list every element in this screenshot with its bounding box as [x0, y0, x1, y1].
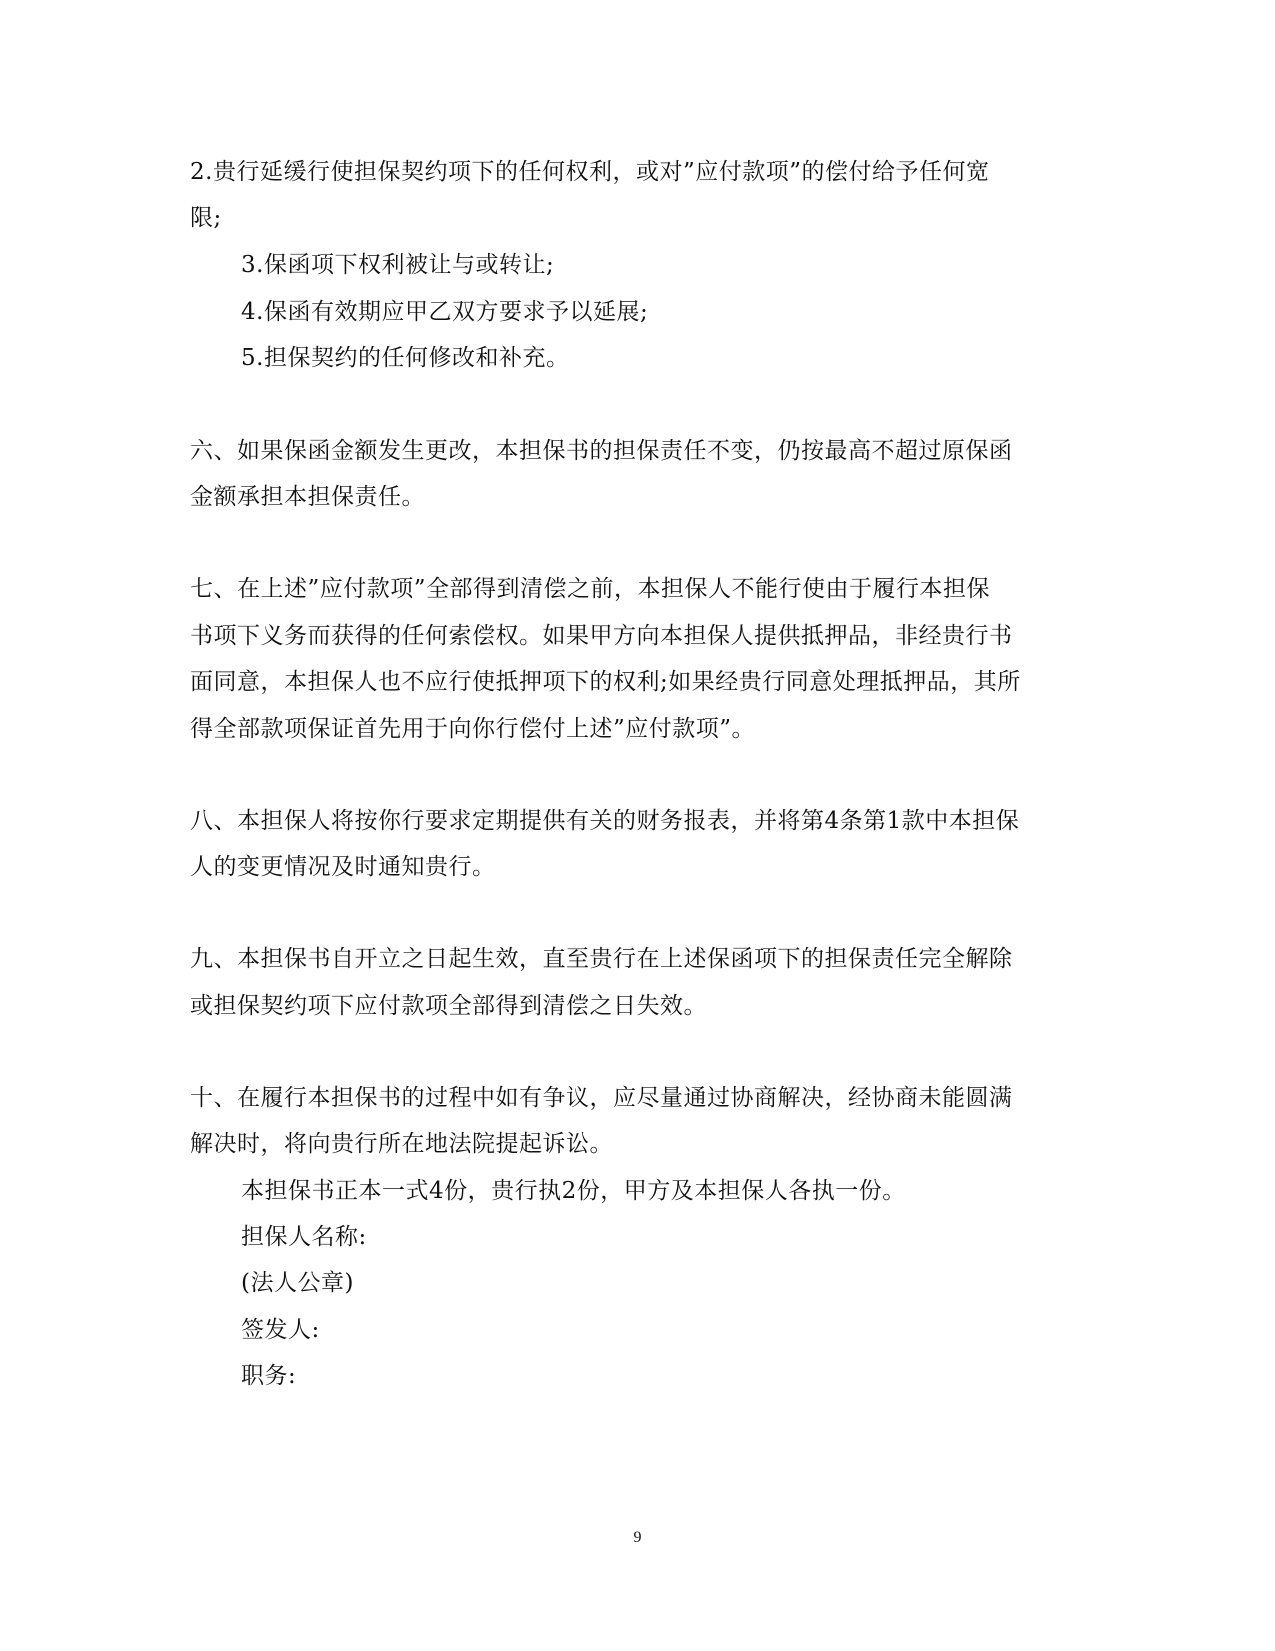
legal-seal-label: (法人公章)	[241, 1270, 354, 1296]
clause-seven-line-1: 七、在上述”应付款项”全部得到清偿之前，本担保人不能行使由于履行本担保	[190, 576, 991, 602]
paragraph-5-line-1: 5.担保契约的任何修改和补充。	[241, 345, 570, 371]
clause-seven-line-3: 面同意，本担保人也不应行使抵押项下的权利;如果经贵行同意处理抵押品，其所	[190, 669, 1021, 695]
paragraph-2-line-2: 限;	[190, 205, 222, 231]
clause-seven-line-4: 得全部款项保证首先用于向你行偿付上述”应付款项”。	[190, 716, 756, 742]
clause-ten-line-2: 解决时，将向贵行所在地法院提起诉讼。	[190, 1131, 613, 1157]
clause-six-line-2: 金额承担本担保责任。	[190, 484, 425, 510]
copies-statement: 本担保书正本一式4份，贵行执2份，甲方及本担保人各执一份。	[241, 1178, 906, 1204]
paragraph-2-line-1: 2.贵行延缓行使担保契约项下的任何权利，或对”应付款项”的偿付给予任何宽	[190, 159, 990, 185]
paragraph-3-line-1: 3.保函项下权利被让与或转让;	[241, 252, 555, 278]
page-number: 9	[633, 1529, 642, 1546]
clause-nine-line-1: 九、本担保书自开立之日起生效，直至贵行在上述保函项下的担保责任完全解除	[190, 946, 1013, 972]
paragraph-4-line-1: 4.保函有效期应甲乙双方要求予以延展;	[241, 299, 649, 325]
issuer-label: 签发人:	[241, 1317, 320, 1343]
clause-six-line-1: 六、如果保函金额发生更改，本担保书的担保责任不变，仍按最高不超过原保函	[190, 438, 1013, 464]
clause-eight-line-2: 人的变更情况及时通知贵行。	[190, 854, 496, 880]
clause-nine-line-2: 或担保契约项下应付款项全部得到清偿之日失效。	[190, 993, 707, 1019]
clause-eight-line-1: 八、本担保人将按你行要求定期提供有关的财务报表，并将第4条第1款中本担保	[190, 808, 1020, 834]
guarantor-name-label: 担保人名称:	[241, 1224, 367, 1250]
position-label: 职务:	[241, 1363, 297, 1389]
clause-ten-line-1: 十、在履行本担保书的过程中如有争议，应尽量通过协商解决，经协商未能圆满	[190, 1085, 1013, 1111]
clause-seven-line-2: 书项下义务而获得的任何索偿权。如果甲方向本担保人提供抵押品，非经贵行书	[190, 623, 1013, 649]
